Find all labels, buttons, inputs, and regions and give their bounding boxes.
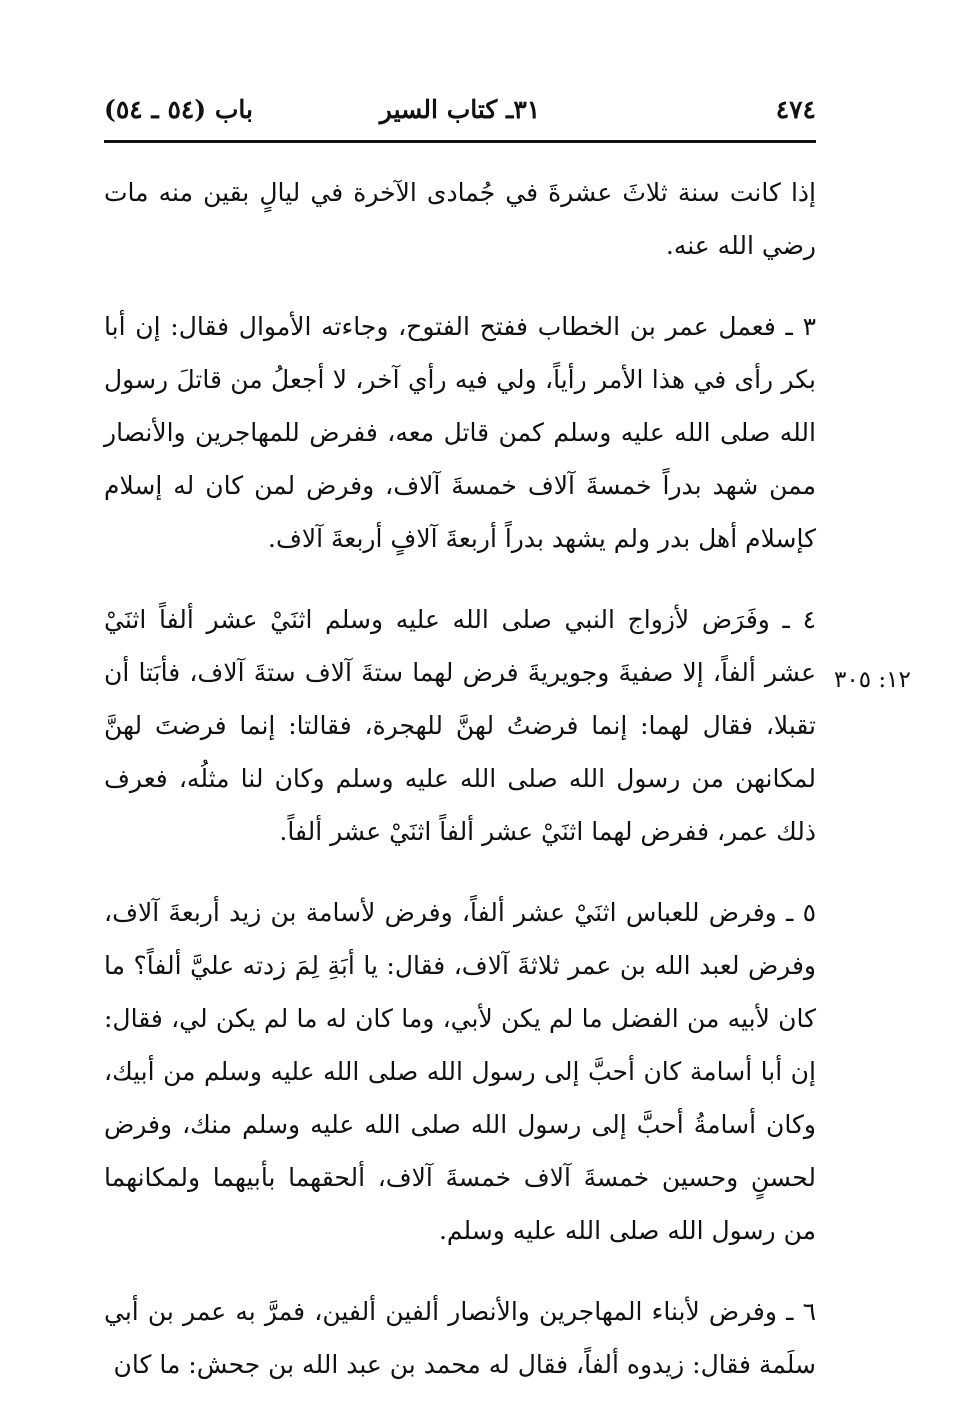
header-rule xyxy=(104,140,816,143)
paragraph-4: ٥ ـ وفرض للعباس اثنَيْ عشر ألفاً، وفرض لأسامة بن زيد أربعةَ آلاف، وفرض لعبد الله بن عمر ثلاثةَ آلاف، فقال: يا أبَةِ لِمَ زدته عليَّ ألفاً؟ ما كان لأبيه من الفضل ما لم يكن لأبي، وما كان له ما لم يكن لي، فقال: إن أبا أسامة كان أحبَّ إلى رسول الله صلى الله عليه وسلم من أبيك، وكان أسامةُ أحبَّ إلى رسول الله صلى الله عليه وسلم منك، وفرض لحسنٍ وحسين خمسةَ آلاف خمسةَ آلاف، ألحقهما بأبيهما ولمكانهما من رسول الله صلى الله عليه وسلم. xyxy=(104,898,816,1245)
page-number: ٤٧٤ xyxy=(775,95,816,124)
paragraph-1: إذا كانت سنة ثلاثَ عشرةَ في جُمادى الآخرة في ليالٍ بقين منه مات رضي الله عنه. xyxy=(104,178,816,260)
chapter-label: باب (٥٤ ـ ٥٤) xyxy=(104,95,253,124)
book-title: ٣١ـ كتاب السير xyxy=(379,95,541,124)
paragraph-3: ٤ ـ وفَرَض لأزواج النبي صلى الله عليه وسلم اثنَيْ عشر ألفاً اثنَيْ عشر ألفاً، إلا صفيةَ وجويريةَ فرض لهما ستةَ آلاف ستةَ آلاف، فأبَتا أن تقبلا، فقال لهما: إنما فرضتُ لهنَّ للهجرة، فقالتا: إنما فرضتَ لهنَّ لمكانهن من رسول الله صلى الله عليه وسلم وكان لنا مثلُه، فعرف ذلك عمر، ففرض لهما اثنَيْ عشر ألفاً اثنَيْ عشر ألفاً. xyxy=(104,605,816,846)
text-body xyxy=(104,166,816,1419)
paragraph-5: ٦ ـ وفرض لأبناء المهاجرين والأنصار ألفين ألفين، فمرَّ به عمر بن أبي سلَمة فقال: زيدوه ألفاً، فقال له محمد بن عبد الله بن جحش: ما كان xyxy=(104,1297,816,1379)
running-header xyxy=(104,92,816,132)
margin-reference: ١٢: ٣٠٥ xyxy=(834,667,911,693)
paragraph-2: ٣ ـ فعمل عمر بن الخطاب ففتح الفتوح، وجاءته الأموال فقال: إن أبا بكر رأى في هذا الأمر رأياً، ولي فيه رأي آخر، لا أجعلُ من قاتلَ رسول الله صلى الله عليه وسلم كمن قاتل معه، ففرض للمهاجرين والأنصار ممن شهد بدراً خمسةَ آلاف خمسةَ آلاف، وفرض لمن كان له إسلام كإسلام أهل بدر ولم يشهد بدراً أربعةَ آلافٍ أربعةَ آلاف. xyxy=(104,312,816,553)
